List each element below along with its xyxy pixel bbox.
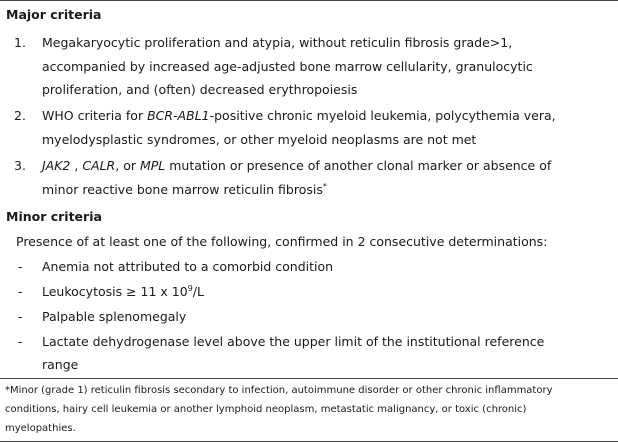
table-top-rule xyxy=(0,0,618,1)
major-item-1-line-2: accompanied by increased age-adjusted bone marrow cellularity, granulocytic xyxy=(42,59,533,74)
footnote-line-2: conditions, hairy cell leukemia or another lymphoid neoplasm, metastatic malignancy, or toxic (chronic) xyxy=(5,404,527,415)
minor-criteria-intro: Presence of at least one of the following, confirmed in 2 consecutive determinations: xyxy=(16,234,548,249)
major-item-3-line-1: JAK2 , CALR, or MPL mutation or presence of another clonal marker or absence of xyxy=(42,158,552,173)
major-item-3-line-2: minor reactive bone marrow reticulin fibrosis* xyxy=(42,181,327,197)
major-item-1-line-1: Megakaryocytic proliferation and atypia, without reticulin fibrosis grade>1, xyxy=(42,35,513,50)
minor-item-3-text: Palpable splenomegaly xyxy=(42,309,187,324)
major-criteria-heading: Major criteria xyxy=(6,7,102,22)
minor-item-3-dash: - xyxy=(18,309,23,324)
major-item-2-line-1: WHO criteria for BCR-ABL1-positive chronic myeloid leukemia, polycythemia vera, xyxy=(42,108,556,123)
minor-item-2-text: Leukocytosis ≥ 11 x $10^9/L$ xyxy=(42,283,204,299)
major-item-1-number: 1. xyxy=(14,35,26,50)
footnote-line-3: myelopathies. xyxy=(5,423,76,434)
major-item-2-line-2: myelodysplastic syndromes, or other myeloid neoplasms are not met xyxy=(42,132,477,147)
footnote-line-1: *Minor (grade 1) reticulin fibrosis secondary to infection, autoimmune disorder or other chronic inflammatory xyxy=(5,385,553,396)
minor-criteria-heading: Minor criteria xyxy=(6,209,102,224)
minor-item-4-dash: - xyxy=(18,334,23,349)
minor-item-2-dash: - xyxy=(18,284,23,299)
major-item-1-line-3: proliferation, and (often) decreased erythropoiesis xyxy=(42,82,358,97)
major-item-2-number: 2. xyxy=(14,108,26,123)
minor-item-4-line-1: Lactate dehydrogenase level above the upper limit of the institutional reference xyxy=(42,334,545,349)
major-item-3-number: 3. xyxy=(14,158,26,173)
minor-item-1-dash: - xyxy=(18,259,23,274)
minor-item-1-text: Anemia not attributed to a comorbid condition xyxy=(42,259,334,274)
footnote-separator-rule xyxy=(0,378,618,379)
minor-item-4-line-2: range xyxy=(42,357,79,372)
